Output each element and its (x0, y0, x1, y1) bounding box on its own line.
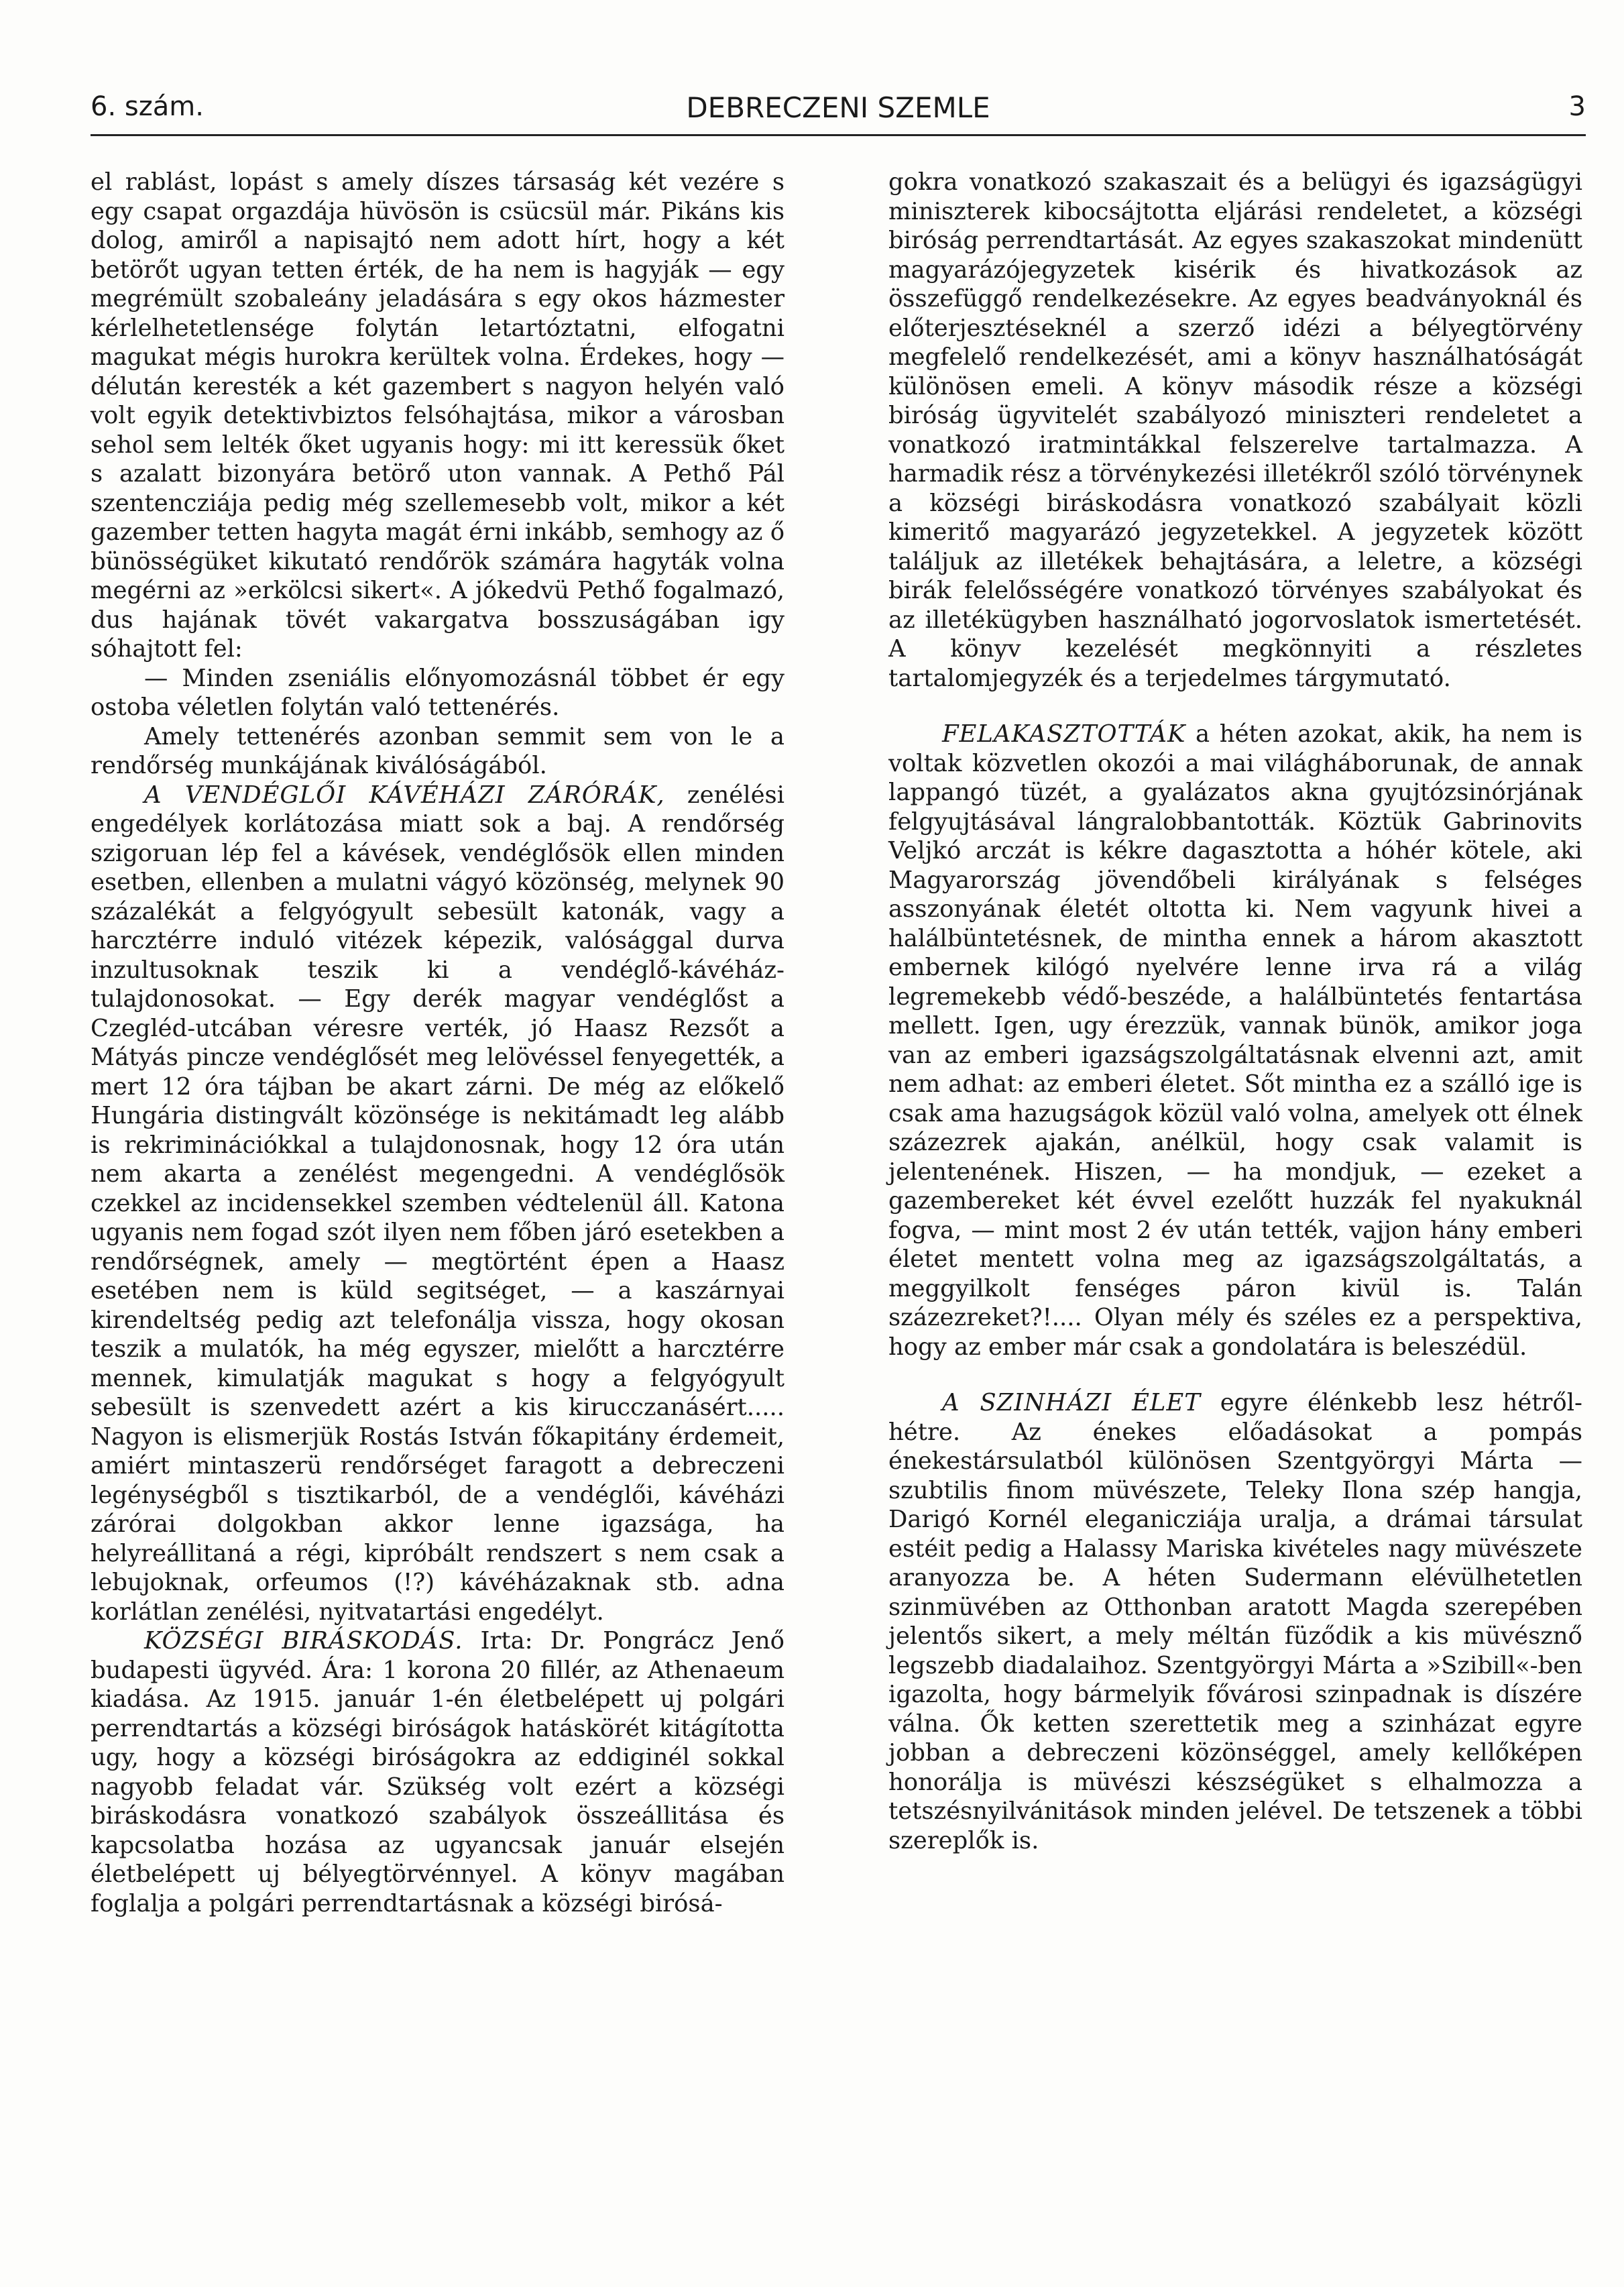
village-court-body: Irta: Dr. Pongrácz Jenő budapesti ügyvéd. Ára: 1 korona 20 fillér, az Athenaeum kiadása. Az 1915. január 1-én életbelépett uj polgári perrendtartás a községi biróságok hatáskörét kitágította ugy, hogy a községi biróságokra az eddiginél sokkal nagyobb feladat vár. Szükség volt ezért a községi biráskodásra vonatkozó szabályok összeállitása és kapcsolatba hozása az ugyancsak január elsején életbelépett uj bélyegtörvénnyel. A könyv magában foglalja a polgári perrendtartásnak a községi birósá- (91, 1627, 785, 1917)
closing-hours-heading: A VENDÉGLŐI KÁVÉHÁZI ZÁRÓRÁK, (144, 781, 665, 809)
theatre-body: egyre élénkebb lesz hétről-hétre. Az énekes előadásokat a pompás énekestársulatból különösen Szentgyörgyi Márta — szubtilis finom müvészete, Teleky Ilona szép hangja, Darigó Kornél eleganicziája uralja, a drámai társulat estéit pedig a Halassy Mariska kivételes nagy müvészete aranyozza be. A héten Sudermann elévülhetetlen szinmüvében az Otthonban aratott Magda szerepében jelentős sikert, a mely méltán füződik a kis müvésznő legszebb diadalaihoz. Szentgyörgyi Márta a »Szibill«-ben igazolta, hogy bármelyik fővárosi szinpadnak is díszére válna. Ők ketten szerettetik meg a szinházat egyre jobban a debreczeni közönséggel, amely kellőképen honorálja is müvészi készségüket s elhalmozza a tetszésnyilvánitások minden jelével. De tetszenek a többi szereplők is. (888, 1389, 1582, 1854)
hanged-heading: FELAKASZTOTTÁK (942, 720, 1186, 748)
article-theatre (888, 1388, 1582, 1855)
left-column (91, 168, 785, 1918)
article-police-continuation: el rablást, lopást s amely díszes társaság két vezére s egy csapat orgazdája hüvösön is csücsül már. Pikáns kis dolog, amiről a napisajtó nem adott hírt, hogy a két betörőt ugyan tetten érték, de ha nem is hagyják — egy megrémült szobaleány jeladására s egy okos házmester kérlelhetetlensége folytán letartóztatni, elfogatni magukat mégis hurokra kerültek volna. Érdekes, hogy — délután keresték a két gazembert s nagyon helyén való volt egyik detektivbiztos felsóhajtása, mikor a városban sehol sem lelték őket ugyanis hogy: mi itt keressük őket s azalatt bizonyára betörő uton vannak. A Pethő Pál szentencziája pedig még szellemesebb volt, mikor a két gazember tetten hagyta magát érni inkább, semhogy az ő bünösségüket kikutató rendőrök számára hagyták volna megérni az »erkölcsi sikert«. A jókedvü Pethő fogalmazó, dus hajának tövét vakargatva bosszuságában igy sóhajtott fel: (91, 168, 785, 663)
police-closing-paragraph: Amely tettenérés azonban semmit sem von le a rendőrség munkájának kiválóságából. (91, 722, 785, 779)
village-court-heading: KÖZSÉGI BIRÁSKODÁS. (144, 1627, 463, 1655)
header-rule (91, 134, 1586, 136)
page-number: 3 (1568, 91, 1586, 122)
theatre-heading: A SZINHÁZI ÉLET (942, 1389, 1201, 1416)
hanged-body: a héten azokat, akik, ha nem is voltak közvetlen okozói a mai világháborunak, de annak lappangó tüzét, a gyalázatos akna gyujtózsinórjának felgyujtásával lángralobbantották. Köztük Gabrinovits Veljkó arczát is kékre dagasztotta a hóhér kötele, aki Magyarország jövendőbeli királyának s felséges asszonyának életét oltotta ki. Nem vagyunk hivei a halálbüntetésnek, de mintha ennek a három akasztott embernek kilógó nyelvére lenne irva rá a világ legremekebb védő-beszéde, a halálbüntetés fentartása mellett. Igen, ugy érezzük, vannak bünök, amikor joga van az emberi igazságszolgáltatásnak elvenni azt, amit nem adhat: az emberi életet. Sőt mintha ez a szálló ige is csak ama hazugságok közül való volna, amelyek ott élnek százezrek ajakán, anélkül, hogy csak valamit is jelentenének. Hiszen, — ha mondjuk, — ezeket a gazembereket két évvel ezelőtt huzzák fel nyakuknál fogva, — mint most 2 év után tették, vajjon hány emberi életet mentett volna meg az igazságszolgáltatás, a meggyilkolt fenséges páron kivül is. Talán százezreket?!.... Olyan mély és széles ez a perspektiva, hogy az ember már csak a gondolatára is beleszédül. (888, 720, 1582, 1361)
page-header (91, 79, 1586, 133)
issue-number: 6. szám. (91, 91, 204, 122)
article-village-court (91, 1626, 785, 1918)
journal-title: DEBRECZENI SZEMLE (686, 91, 990, 124)
village-court-continuation: gokra vonatkozó szakaszait és a belügyi és igazságügyi miniszterek kibocsájtotta eljárási rendeletet, a községi biróság perrendtartását. Az egyes szakaszokat mindenütt magyarázójegyzetek kisérik és hivatkozások az összefüggő rendelkezésekre. Az egyes beadványoknál és előterjesztéseknél a szerző idézi a bélyegtörvény megfelelő rendelkezését, ami a könyv használhatóságát különösen emeli. A könyv második része a községi biróság ügyvitelét szabályozó miniszteri rendeletet a vonatkozó iratmintákkal felszerelve tartalmazza. A harmadik rész a törvénykezési illetékről szóló törvénynek a községi biráskodásra vonatkozó szabályait közli kimeritő magyarázó jegyzetekkel. A jegyzetek között találjuk az illetékek behajtására, a leletre, a községi birák felelősségére vonatkozó törvényes szabályokat és az illetékügyben használható jogorvoslatok ismertetését. A könyv kezelését megkönnyiti a részletes tartalomjegyzék és a terjedelmes tárgymutató. (888, 168, 1582, 692)
right-column (888, 168, 1582, 1855)
article-closing-hours (91, 781, 785, 1627)
closing-hours-body: zenélési engedélyek korlátozása miatt sok a baj. A rendőrség szigoruan lép fel a kávések, vendéglősök ellen minden esetben, ellenben a mulatni vágyó közönség, melynek 90 százalékát a felgyógyult sebesült katonák, vagy a harcztérre induló vitézek képezik, valósággal durva inzultusoknak teszik ki a vendéglő-kávéház-tulajdonosokat. — Egy derék magyar vendéglőst a Czegléd-utcában véresre verték, jó Haasz Rezsőt a Mátyás pincze vendéglősét meg lelövéssel fenyegették, a mert 12 óra tájban be akart zárni. De még az előkelő Hungária distingvált közönsége is nekitámadt leg alább is rekriminációkkal a tulajdonosnak, hogy 12 óra után nem akarta a zenélést megengedni. A vendéglősök czekkel az incidensekkel szemben védtelenül áll. Katona ugyanis nem fogad szót ilyen nem főben járó esetekben a rendőrségnek, amely — megtörtént épen a Haasz esetében nem is küld segitséget, — a kaszárnyai kirendeltség pedig azt telefonálja vissza, hogy okosan teszik a mulatók, ha még egyszer, mielőtt a harcztérre mennek, kimulatják magukat s hogy a felgyógyult sebesült is szenvedett azért a kis kirucczanásért..... Nagyon is elismerjük Rostás István főkapitány érdemeit, amiért mintaszerü rendőrséget faragott a debreczeni legénységből s tisztikarból, de a vendéglői, kávéházi zárórai dolgokban akkor lenne igazsága, ha helyreállitaná a régi, kipróbált rendszert s nem csak a lebujoknak, orfeumos (!?) kávéházaknak stb. adna korlátlan zenélési, nyitvatartási engedélyt. (91, 781, 785, 1626)
quote-paragraph: — Minden zseniális előnyomozásnál többet ér egy ostoba véletlen folytán való tettenérés. (91, 664, 785, 721)
article-hanged (888, 720, 1582, 1361)
